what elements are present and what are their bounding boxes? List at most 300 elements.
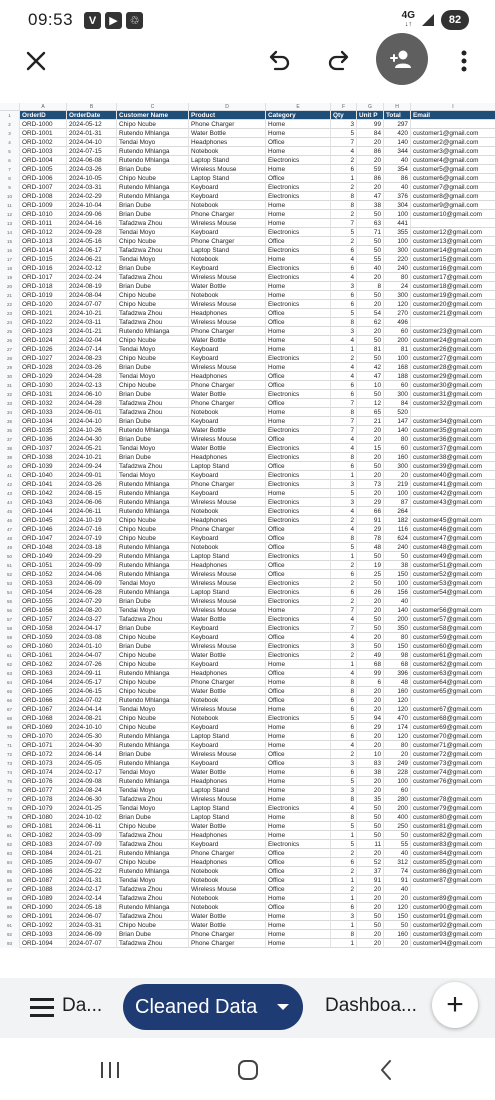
table-cell[interactable]: 2024-05-12 bbox=[66, 120, 116, 129]
table-cell[interactable]: 83 bbox=[356, 759, 383, 768]
table-cell[interactable]: customer54@gmail.com bbox=[410, 588, 495, 597]
row-number[interactable]: 59 bbox=[0, 633, 19, 642]
table-cell[interactable]: Electronics bbox=[265, 471, 330, 480]
table-cell[interactable]: ORD-1020 bbox=[19, 300, 66, 309]
table-cell[interactable]: Chipo Ncube bbox=[116, 525, 188, 534]
table-cell[interactable]: Notebook bbox=[188, 291, 265, 300]
table-cell[interactable]: Office bbox=[265, 309, 330, 318]
row-number[interactable]: 56 bbox=[0, 606, 19, 615]
row-number[interactable]: 10 bbox=[0, 192, 19, 201]
table-cell[interactable]: 2024-08-04 bbox=[66, 291, 116, 300]
row-number[interactable]: 17 bbox=[0, 255, 19, 264]
row-number[interactable]: 45 bbox=[0, 507, 19, 516]
table-cell[interactable]: 20 bbox=[356, 489, 383, 498]
table-cell[interactable]: 60 bbox=[383, 381, 410, 390]
table-cell[interactable]: 6 bbox=[330, 390, 356, 399]
table-cell[interactable]: 35 bbox=[356, 795, 383, 804]
table-cell[interactable]: Office bbox=[265, 318, 330, 327]
table-cell[interactable]: Chipo Ncube bbox=[116, 120, 188, 129]
table-cell[interactable]: Electronics bbox=[265, 264, 330, 273]
table-cell[interactable]: Tafadzwa Zhou bbox=[116, 894, 188, 903]
table-cell[interactable]: Chipo Ncube bbox=[116, 660, 188, 669]
table-cell[interactable]: Tendai Moyo bbox=[116, 138, 188, 147]
table-cell[interactable]: Keyboard bbox=[188, 489, 265, 498]
table-cell[interactable]: Wireless Mouse bbox=[188, 318, 265, 327]
table-cell[interactable]: 8 bbox=[330, 408, 356, 417]
table-cell[interactable]: 2024-04-14 bbox=[66, 705, 116, 714]
table-cell[interactable]: 3 bbox=[330, 282, 356, 291]
table-cell[interactable]: Keyboard bbox=[188, 840, 265, 849]
table-cell[interactable]: ORD-1028 bbox=[19, 363, 66, 372]
table-cell[interactable]: 2 bbox=[330, 651, 356, 660]
table-cell[interactable]: Laptop Stand bbox=[188, 588, 265, 597]
table-cell[interactable]: Home bbox=[265, 210, 330, 219]
table-cell[interactable]: Home bbox=[265, 147, 330, 156]
table-cell[interactable]: customer65@gmail.com bbox=[410, 687, 495, 696]
table-cell[interactable]: ORD-1032 bbox=[19, 399, 66, 408]
table-cell[interactable]: 20 bbox=[356, 183, 383, 192]
table-cell[interactable]: 160 bbox=[383, 930, 410, 939]
table-cell[interactable]: ORD-1037 bbox=[19, 444, 66, 453]
table-cell[interactable]: Brian Dube bbox=[116, 201, 188, 210]
close-button[interactable] bbox=[19, 44, 53, 78]
table-cell[interactable]: 20 bbox=[356, 435, 383, 444]
table-cell[interactable]: Chipo Ncube bbox=[116, 822, 188, 831]
table-cell[interactable]: 20 bbox=[356, 327, 383, 336]
table-cell[interactable]: 4 bbox=[330, 633, 356, 642]
table-cell[interactable]: Electronics bbox=[265, 426, 330, 435]
table-cell[interactable]: Home bbox=[265, 723, 330, 732]
table-cell[interactable]: Chipo Ncube bbox=[116, 858, 188, 867]
table-cell[interactable]: customer80@gmail.com bbox=[410, 813, 495, 822]
table-cell[interactable]: 2024-09-09 bbox=[66, 561, 116, 570]
table-cell[interactable]: Tendai Moyo bbox=[116, 606, 188, 615]
row-number[interactable]: 2 bbox=[0, 120, 19, 129]
table-cell[interactable]: 20 bbox=[356, 471, 383, 480]
table-cell[interactable]: Home bbox=[265, 165, 330, 174]
table-cell[interactable]: 38 bbox=[356, 201, 383, 210]
table-cell[interactable]: 2024-04-30 bbox=[66, 435, 116, 444]
table-cell[interactable]: 50 bbox=[356, 912, 383, 921]
table-cell[interactable]: Electronics bbox=[265, 516, 330, 525]
table-cell[interactable]: 147 bbox=[383, 417, 410, 426]
table-cell[interactable]: ORD-1040 bbox=[19, 471, 66, 480]
table-cell[interactable]: Tendai Moyo bbox=[116, 372, 188, 381]
row-number[interactable]: 54 bbox=[0, 588, 19, 597]
table-cell[interactable]: 8 bbox=[330, 687, 356, 696]
table-cell[interactable]: Tendai Moyo bbox=[116, 579, 188, 588]
table-cell[interactable]: 2024-09-08 bbox=[66, 777, 116, 786]
table-cell[interactable]: 2024-03-09 bbox=[66, 831, 116, 840]
table-cell[interactable]: Office bbox=[265, 633, 330, 642]
table-cell[interactable]: 5 bbox=[330, 840, 356, 849]
table-cell[interactable]: Rutendo Mhlanga bbox=[116, 156, 188, 165]
table-cell[interactable]: 50 bbox=[356, 291, 383, 300]
table-cell[interactable]: Brian Dube bbox=[116, 210, 188, 219]
table-cell[interactable]: 297 bbox=[383, 120, 410, 129]
row-number[interactable]: 67 bbox=[0, 705, 19, 714]
table-cell[interactable]: 8 bbox=[330, 192, 356, 201]
table-cell[interactable]: customer69@gmail.com bbox=[410, 723, 495, 732]
table-cell[interactable]: ORD-1031 bbox=[19, 390, 66, 399]
table-cell[interactable]: customer63@gmail.com bbox=[410, 669, 495, 678]
table-cell[interactable]: customer71@gmail.com bbox=[410, 741, 495, 750]
table-cell[interactable]: ORD-1004 bbox=[19, 156, 66, 165]
table-cell[interactable]: 2024-06-30 bbox=[66, 795, 116, 804]
undo-button[interactable] bbox=[262, 44, 296, 78]
table-cell[interactable]: 50 bbox=[356, 921, 383, 930]
table-cell[interactable]: ORD-1073 bbox=[19, 759, 66, 768]
row-number[interactable]: 38 bbox=[0, 444, 19, 453]
table-cell[interactable]: Wireless Mouse bbox=[188, 165, 265, 174]
table-cell[interactable]: customer24@gmail.com bbox=[410, 336, 495, 345]
table-cell[interactable]: Home bbox=[265, 201, 330, 210]
table-cell[interactable]: 2024-06-09 bbox=[66, 579, 116, 588]
table-cell[interactable]: 40 bbox=[356, 264, 383, 273]
table-cell[interactable]: Tendai Moyo bbox=[116, 345, 188, 354]
table-cell[interactable]: customer42@gmail.com bbox=[410, 489, 495, 498]
table-cell[interactable]: ORD-1016 bbox=[19, 264, 66, 273]
column-letter[interactable]: E bbox=[265, 103, 330, 111]
table-cell[interactable]: Phone Charger bbox=[188, 930, 265, 939]
table-cell[interactable]: 55 bbox=[356, 255, 383, 264]
table-cell[interactable]: customer94@gmail.com bbox=[410, 939, 495, 948]
table-cell[interactable]: Wireless Mouse bbox=[188, 705, 265, 714]
table-cell[interactable]: Rutendo Mhlanga bbox=[116, 696, 188, 705]
table-cell[interactable]: ORD-1053 bbox=[19, 579, 66, 588]
table-cell[interactable]: customer74@gmail.com bbox=[410, 768, 495, 777]
table-cell[interactable]: 2024-10-02 bbox=[66, 813, 116, 822]
table-cell[interactable]: 3 bbox=[330, 327, 356, 336]
table-cell[interactable]: Brian Dube bbox=[116, 363, 188, 372]
table-cell[interactable]: Headphones bbox=[188, 516, 265, 525]
table-cell[interactable]: 2024-05-22 bbox=[66, 867, 116, 876]
table-cell[interactable]: Electronics bbox=[265, 300, 330, 309]
row-number[interactable]: 48 bbox=[0, 534, 19, 543]
table-cell[interactable]: Phone Charger bbox=[188, 381, 265, 390]
table-cell[interactable]: ORD-1027 bbox=[19, 354, 66, 363]
row-number[interactable]: 20 bbox=[0, 282, 19, 291]
table-cell[interactable]: customer15@gmail.com bbox=[410, 255, 495, 264]
table-cell[interactable]: Keyboard bbox=[188, 228, 265, 237]
table-cell[interactable]: Brian Dube bbox=[116, 750, 188, 759]
table-cell[interactable]: ORD-1009 bbox=[19, 201, 66, 210]
table-cell[interactable]: Home bbox=[265, 939, 330, 948]
table-cell[interactable]: ORD-1068 bbox=[19, 714, 66, 723]
table-cell[interactable]: 6 bbox=[330, 381, 356, 390]
table-cell[interactable]: ORD-1055 bbox=[19, 597, 66, 606]
table-cell[interactable]: 10 bbox=[356, 750, 383, 759]
table-cell[interactable]: customer34@gmail.com bbox=[410, 417, 495, 426]
row-number[interactable]: 32 bbox=[0, 390, 19, 399]
table-cell[interactable]: 2 bbox=[330, 579, 356, 588]
table-cell[interactable]: Keyboard bbox=[188, 354, 265, 363]
table-cell[interactable]: Home bbox=[265, 741, 330, 750]
table-cell[interactable]: 8 bbox=[330, 813, 356, 822]
table-cell[interactable]: 2024-08-21 bbox=[66, 714, 116, 723]
row-number[interactable]: 49 bbox=[0, 543, 19, 552]
table-cell[interactable]: Phone Charger bbox=[188, 210, 265, 219]
table-cell[interactable]: Office bbox=[265, 687, 330, 696]
table-cell[interactable]: 7 bbox=[330, 417, 356, 426]
table-cell[interactable]: Chipo Ncube bbox=[116, 678, 188, 687]
table-cell[interactable]: Brian Dube bbox=[116, 597, 188, 606]
table-cell[interactable]: customer81@gmail.com bbox=[410, 822, 495, 831]
table-cell[interactable]: customer62@gmail.com bbox=[410, 660, 495, 669]
table-cell[interactable]: 6 bbox=[330, 462, 356, 471]
table-cell[interactable]: 94 bbox=[356, 714, 383, 723]
table-cell[interactable]: Water Bottle bbox=[188, 336, 265, 345]
row-number[interactable]: 79 bbox=[0, 813, 19, 822]
table-cell[interactable]: 2024-01-31 bbox=[66, 876, 116, 885]
table-cell[interactable]: 2 bbox=[330, 849, 356, 858]
table-cell[interactable]: Phone Charger bbox=[188, 399, 265, 408]
table-cell[interactable]: 20 bbox=[383, 471, 410, 480]
table-cell[interactable]: ORD-1001 bbox=[19, 129, 66, 138]
table-cell[interactable]: 2024-10-21 bbox=[66, 309, 116, 318]
table-cell[interactable]: 4 bbox=[330, 507, 356, 516]
row-number[interactable]: 84 bbox=[0, 858, 19, 867]
redo-button[interactable] bbox=[322, 44, 356, 78]
table-cell[interactable]: 50 bbox=[356, 354, 383, 363]
table-cell[interactable]: customer48@gmail.com bbox=[410, 543, 495, 552]
table-cell[interactable]: 2024-09-29 bbox=[66, 552, 116, 561]
table-cell[interactable]: ORD-1051 bbox=[19, 561, 66, 570]
table-cell[interactable]: 20 bbox=[383, 939, 410, 948]
table-cell[interactable] bbox=[410, 507, 495, 516]
table-cell[interactable]: 37 bbox=[356, 867, 383, 876]
row-number[interactable]: 31 bbox=[0, 381, 19, 390]
table-cell[interactable]: 1 bbox=[330, 174, 356, 183]
table-cell[interactable]: customer64@gmail.com bbox=[410, 678, 495, 687]
table-cell[interactable]: 65 bbox=[356, 408, 383, 417]
table-cell[interactable]: customer60@gmail.com bbox=[410, 642, 495, 651]
table-cell[interactable]: customer2@gmail.com bbox=[410, 138, 495, 147]
table-cell[interactable]: 2 bbox=[330, 561, 356, 570]
table-cell[interactable]: Rutendo Mhlanga bbox=[116, 183, 188, 192]
table-cell[interactable]: 2024-05-30 bbox=[66, 732, 116, 741]
table-cell[interactable]: Home bbox=[265, 417, 330, 426]
row-number[interactable]: 19 bbox=[0, 273, 19, 282]
table-cell[interactable]: Home bbox=[265, 489, 330, 498]
table-cell[interactable]: 11 bbox=[356, 840, 383, 849]
table-cell[interactable]: Home bbox=[265, 831, 330, 840]
table-cell[interactable]: Laptop Stand bbox=[188, 732, 265, 741]
table-cell[interactable]: 2024-01-10 bbox=[66, 642, 116, 651]
table-cell[interactable]: Chipo Ncube bbox=[116, 651, 188, 660]
table-cell[interactable]: 50 bbox=[356, 552, 383, 561]
row-number[interactable]: 3 bbox=[0, 129, 19, 138]
table-cell[interactable]: Tendai Moyo bbox=[116, 228, 188, 237]
table-cell[interactable]: 7 bbox=[330, 426, 356, 435]
table-cell[interactable]: 20 bbox=[383, 894, 410, 903]
table-cell[interactable]: Laptop Stand bbox=[188, 246, 265, 255]
row-number[interactable]: 81 bbox=[0, 831, 19, 840]
table-cell[interactable]: 2 bbox=[330, 885, 356, 894]
table-cell[interactable]: 1 bbox=[330, 876, 356, 885]
table-cell[interactable]: ORD-1034 bbox=[19, 417, 66, 426]
table-cell[interactable]: Keyboard bbox=[188, 660, 265, 669]
table-cell[interactable]: 7 bbox=[330, 138, 356, 147]
table-cell[interactable]: Brian Dube bbox=[116, 435, 188, 444]
table-cell[interactable]: Brian Dube bbox=[116, 417, 188, 426]
table-cell[interactable]: Phone Charger bbox=[188, 237, 265, 246]
table-cell[interactable]: customer26@gmail.com bbox=[410, 345, 495, 354]
table-cell[interactable]: 2024-09-11 bbox=[66, 669, 116, 678]
table-cell[interactable]: 50 bbox=[383, 921, 410, 930]
table-cell[interactable]: Headphones bbox=[188, 309, 265, 318]
table-cell[interactable]: Home bbox=[265, 813, 330, 822]
table-cell[interactable]: 355 bbox=[383, 228, 410, 237]
table-cell[interactable]: 376 bbox=[383, 192, 410, 201]
table-cell[interactable]: Office bbox=[265, 903, 330, 912]
table-cell[interactable]: 3 bbox=[330, 480, 356, 489]
table-cell[interactable]: Rutendo Mhlanga bbox=[116, 561, 188, 570]
row-number[interactable]: 5 bbox=[0, 147, 19, 156]
table-cell[interactable]: Keyboard bbox=[188, 741, 265, 750]
table-cell[interactable]: 100 bbox=[383, 237, 410, 246]
table-cell[interactable]: 2024-06-07 bbox=[66, 912, 116, 921]
table-cell[interactable]: Office bbox=[265, 867, 330, 876]
table-cell[interactable]: ORD-1072 bbox=[19, 750, 66, 759]
table-cell[interactable]: Headphones bbox=[188, 372, 265, 381]
table-cell[interactable]: 3 bbox=[330, 912, 356, 921]
table-cell[interactable]: Brian Dube bbox=[116, 624, 188, 633]
table-cell[interactable]: Home bbox=[265, 660, 330, 669]
table-cell[interactable]: 264 bbox=[383, 507, 410, 516]
table-cell[interactable]: 174 bbox=[383, 723, 410, 732]
table-cell[interactable]: 50 bbox=[356, 804, 383, 813]
table-cell[interactable]: 2024-03-18 bbox=[66, 543, 116, 552]
table-cell[interactable]: Office bbox=[265, 885, 330, 894]
table-cell[interactable]: Wireless Mouse bbox=[188, 579, 265, 588]
table-cell[interactable]: Office bbox=[265, 525, 330, 534]
table-cell[interactable]: 2024-10-26 bbox=[66, 426, 116, 435]
table-cell[interactable]: 120 bbox=[383, 705, 410, 714]
table-cell[interactable]: 50 bbox=[356, 642, 383, 651]
table-cell[interactable]: 400 bbox=[383, 813, 410, 822]
table-cell[interactable]: 2024-04-10 bbox=[66, 417, 116, 426]
table-cell[interactable]: customer31@gmail.com bbox=[410, 390, 495, 399]
table-cell[interactable]: 2024-09-24 bbox=[66, 462, 116, 471]
row-number[interactable]: 28 bbox=[0, 354, 19, 363]
table-cell[interactable]: Tafadzwa Zhou bbox=[116, 615, 188, 624]
table-cell[interactable] bbox=[410, 696, 495, 705]
row-number[interactable]: 90 bbox=[0, 912, 19, 921]
table-cell[interactable]: 120 bbox=[383, 300, 410, 309]
row-number[interactable]: 82 bbox=[0, 840, 19, 849]
table-cell[interactable]: Electronics bbox=[265, 804, 330, 813]
table-cell[interactable]: customer9@gmail.com bbox=[410, 201, 495, 210]
table-cell[interactable]: 2024-06-09 bbox=[66, 930, 116, 939]
table-cell[interactable]: 160 bbox=[383, 687, 410, 696]
row-number[interactable]: 78 bbox=[0, 804, 19, 813]
recents-button[interactable] bbox=[90, 1054, 130, 1086]
table-cell[interactable]: customer29@gmail.com bbox=[410, 372, 495, 381]
table-cell[interactable]: 6 bbox=[330, 264, 356, 273]
table-cell[interactable]: customer83@gmail.com bbox=[410, 840, 495, 849]
row-number[interactable]: 21 bbox=[0, 291, 19, 300]
table-cell[interactable]: 40 bbox=[383, 183, 410, 192]
table-cell[interactable]: ORD-1065 bbox=[19, 687, 66, 696]
table-cell[interactable]: Tafadzwa Zhou bbox=[116, 408, 188, 417]
table-cell[interactable]: ORD-1012 bbox=[19, 228, 66, 237]
table-cell[interactable]: ORD-1062 bbox=[19, 660, 66, 669]
table-cell[interactable]: 68 bbox=[356, 660, 383, 669]
table-cell[interactable]: ORD-1080 bbox=[19, 813, 66, 822]
row-number[interactable]: 55 bbox=[0, 597, 19, 606]
table-cell[interactable]: 2 bbox=[330, 156, 356, 165]
table-cell[interactable]: customer32@gmail.com bbox=[410, 399, 495, 408]
table-cell[interactable]: Water Bottle bbox=[188, 282, 265, 291]
table-cell[interactable]: Headphones bbox=[188, 777, 265, 786]
table-cell[interactable]: 100 bbox=[383, 777, 410, 786]
table-cell[interactable]: 2 bbox=[330, 237, 356, 246]
table-cell[interactable]: ORD-1058 bbox=[19, 624, 66, 633]
row-number[interactable]: 73 bbox=[0, 759, 19, 768]
table-cell[interactable]: ORD-1048 bbox=[19, 543, 66, 552]
table-cell[interactable]: Brian Dube bbox=[116, 453, 188, 462]
table-cell[interactable]: 6 bbox=[330, 768, 356, 777]
table-cell[interactable]: 4 bbox=[330, 363, 356, 372]
table-cell[interactable]: ORD-1043 bbox=[19, 498, 66, 507]
row-number[interactable]: 37 bbox=[0, 435, 19, 444]
table-cell[interactable]: 1 bbox=[330, 552, 356, 561]
table-cell[interactable]: 3 bbox=[330, 498, 356, 507]
table-cell[interactable]: ORD-1002 bbox=[19, 138, 66, 147]
table-cell[interactable]: 6 bbox=[356, 678, 383, 687]
table-cell[interactable]: 2024-08-15 bbox=[66, 489, 116, 498]
table-cell[interactable]: customer56@gmail.com bbox=[410, 606, 495, 615]
table-cell[interactable]: ORD-1077 bbox=[19, 786, 66, 795]
table-cell[interactable]: 2024-06-28 bbox=[66, 588, 116, 597]
table-cell[interactable]: ORD-1056 bbox=[19, 606, 66, 615]
table-cell[interactable] bbox=[410, 120, 495, 129]
table-cell[interactable]: 20 bbox=[383, 750, 410, 759]
column-letter[interactable]: H bbox=[383, 103, 410, 111]
row-number[interactable]: 11 bbox=[0, 201, 19, 210]
table-cell[interactable]: ORD-1083 bbox=[19, 840, 66, 849]
table-cell[interactable]: customer46@gmail.com bbox=[410, 525, 495, 534]
table-cell[interactable]: 86 bbox=[356, 147, 383, 156]
table-cell[interactable]: Keyboard bbox=[188, 345, 265, 354]
header-cell[interactable]: Customer Name bbox=[116, 111, 188, 120]
table-cell[interactable]: Laptop Stand bbox=[188, 156, 265, 165]
table-cell[interactable]: 2024-09-07 bbox=[66, 858, 116, 867]
table-cell[interactable]: Office bbox=[265, 696, 330, 705]
table-cell[interactable]: Rutendo Mhlanga bbox=[116, 480, 188, 489]
table-cell[interactable]: 74 bbox=[383, 867, 410, 876]
table-cell[interactable]: 2 bbox=[330, 354, 356, 363]
table-cell[interactable]: Rutendo Mhlanga bbox=[116, 570, 188, 579]
table-cell[interactable]: Tendai Moyo bbox=[116, 255, 188, 264]
table-cell[interactable]: Home bbox=[265, 777, 330, 786]
table-cell[interactable]: Home bbox=[265, 120, 330, 129]
table-cell[interactable]: Water Bottle bbox=[188, 444, 265, 453]
table-cell[interactable]: Tendai Moyo bbox=[116, 804, 188, 813]
table-cell[interactable]: ORD-1013 bbox=[19, 237, 66, 246]
table-cell[interactable]: ORD-1000 bbox=[19, 120, 66, 129]
table-cell[interactable]: customer38@gmail.com bbox=[410, 453, 495, 462]
table-cell[interactable]: 168 bbox=[383, 363, 410, 372]
table-cell[interactable]: 2024-04-30 bbox=[66, 741, 116, 750]
row-number[interactable]: 12 bbox=[0, 210, 19, 219]
row-number[interactable]: 24 bbox=[0, 318, 19, 327]
table-cell[interactable]: 40 bbox=[383, 849, 410, 858]
row-number[interactable]: 1 bbox=[0, 111, 19, 120]
table-cell[interactable]: 496 bbox=[383, 318, 410, 327]
table-cell[interactable]: ORD-1076 bbox=[19, 777, 66, 786]
